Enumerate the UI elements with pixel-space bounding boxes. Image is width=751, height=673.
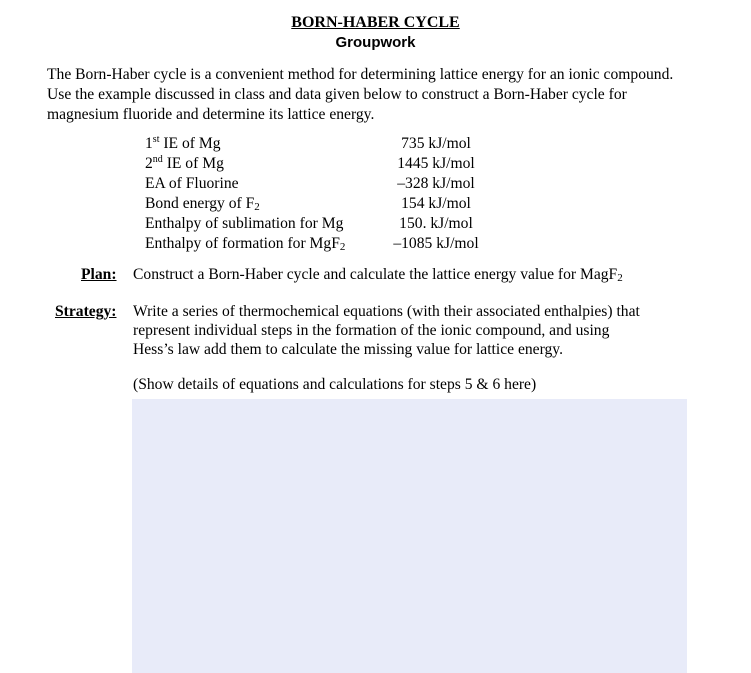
- data-row-label: 2nd IE of Mg: [145, 154, 224, 172]
- data-row-label: Enthalpy of sublimation for Mg: [145, 215, 344, 232]
- data-row-value: –328 kJ/mol: [397, 175, 475, 192]
- plan-heading: Plan:: [81, 266, 117, 283]
- data-row-value: 1445 kJ/mol: [397, 155, 475, 172]
- document-subtitle: Groupwork: [335, 34, 416, 51]
- strategy-line: Hess’s law add them to calculate the missing value for lattice energy.: [133, 341, 563, 358]
- intro-paragraph: The Born-Haber cycle is a convenient method for determining lattice energy for an ionic compound. Use the example discussed in class and data given below to construct a Born-Haber cycle for magnesium fluoride and determine its lattice energy.: [47, 66, 674, 123]
- data-row-value: –1085 kJ/mol: [393, 235, 479, 252]
- data-row-label: EA of Fluorine: [145, 175, 239, 192]
- data-row-value: 735 kJ/mol: [401, 135, 471, 152]
- work-instruction: (Show details of equations and calculations for steps 5 & 6 here): [133, 376, 537, 393]
- data-row-label: Enthalpy of formation for MgF$_2$: [145, 235, 346, 253]
- plan-text: Construct a Born-Haber cycle and calculate the lattice energy value for MagF$_2$: [133, 266, 623, 284]
- data-row-value: 150. kJ/mol: [399, 215, 473, 232]
- strategy-heading: Strategy:: [55, 303, 117, 320]
- data-row-label: Bond energy of $F_2$: [145, 195, 260, 213]
- document-title: BORN-HABER CYCLE: [291, 14, 460, 31]
- strategy-line: Write a series of thermochemical equations (with their associated enthalpies) that: [133, 303, 640, 320]
- data-row-label: 1st IE of Mg: [145, 134, 221, 152]
- answer-input-area[interactable]: [132, 399, 687, 673]
- strategy-line: represent individual steps in the formation of the ionic compound, and using: [133, 322, 610, 339]
- data-row-value: 154 kJ/mol: [401, 195, 471, 212]
